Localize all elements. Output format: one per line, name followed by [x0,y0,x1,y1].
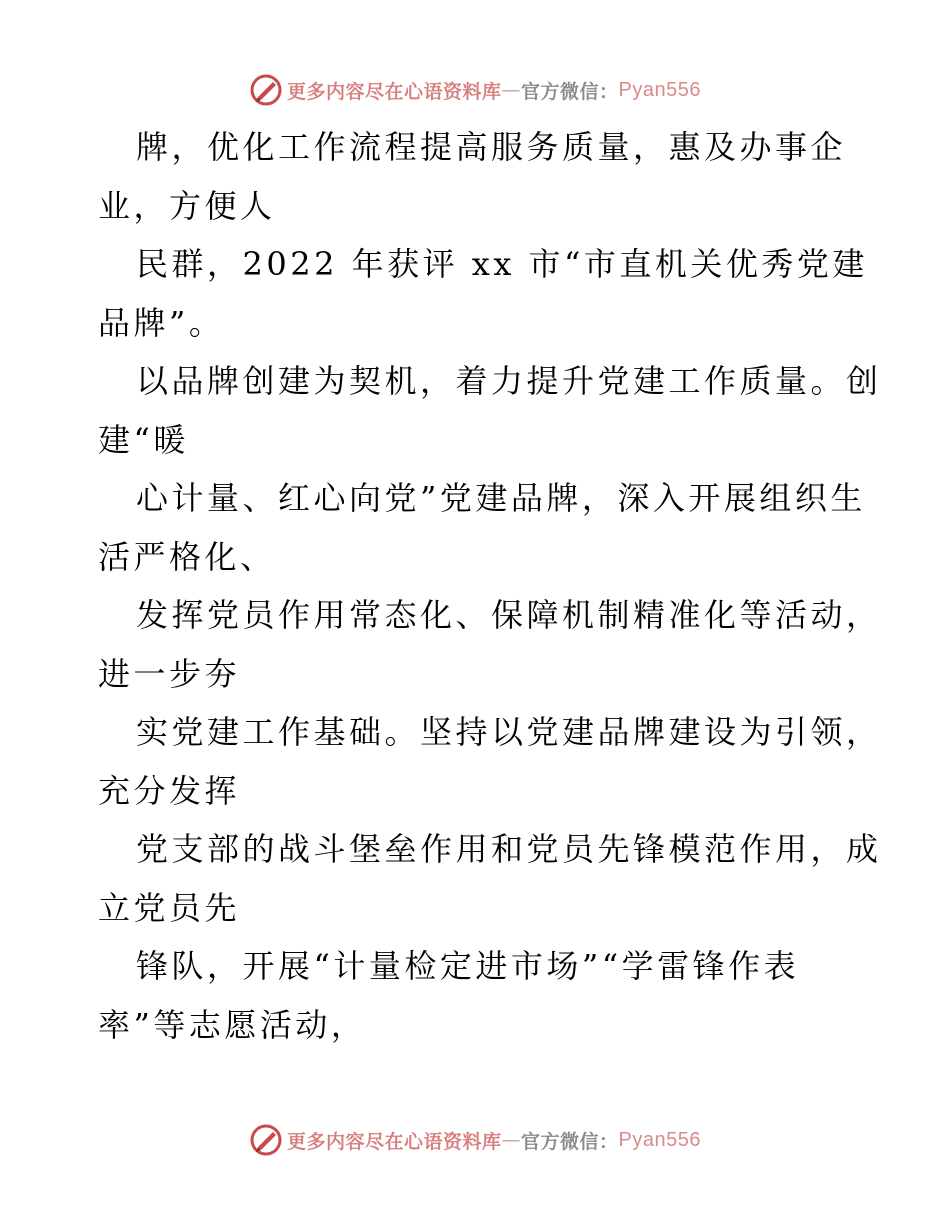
banner-text: 更多内容尽在心语资料库 [287,1130,502,1153]
banner-separator: — [501,79,522,101]
text-line: 充分发挥 [98,771,241,810]
banner-wechat-id: Pyan556 [618,78,701,101]
banner-wechat-id: Pyan556 [618,1128,701,1151]
banner-wechat-label: 官方微信： [521,80,619,103]
text-line: 以品牌创建为契机，着力提升党建工作质量。创 [136,362,882,400]
text-line: 锋队，开展“计量检定进市场”“学雷锋作表 [136,947,800,985]
text-line: 实党建工作基础。坚持以党建品牌建设为引领， [136,713,882,751]
text-line: 建“暖 [98,420,189,459]
banner-separator: — [501,1129,522,1151]
header-watermark-banner [0,70,950,110]
banner-wechat-label: 官方微信： [521,1130,619,1153]
text-line: 品牌”。 [98,303,225,342]
pen-logo-icon [249,73,283,107]
text-line: 进一步夯 [98,654,241,693]
pen-logo-icon [249,1123,283,1157]
text-line: 党支部的战斗堡垒作用和党员先锋模范作用，成 [136,830,882,868]
footer-watermark-banner [0,1120,950,1160]
banner-text: 更多内容尽在心语资料库 [287,80,502,103]
text-line: 发挥党员作用常态化、保障机制精准化等活动， [136,596,882,634]
body-text [98,118,882,1054]
text-line: 立党员先 [98,888,241,927]
text-line: 率”等志愿活动， [98,1005,367,1044]
text-line: 心计量、红心向党”党建品牌，深入开展组织生 [136,479,866,517]
text-line: 业，方便人 [98,186,276,225]
text-line: 活严格化、 [98,537,276,576]
text-line: 牌，优化工作流程提高服务质量，惠及办事企 [136,128,847,166]
text-line: 民群，2022 年获评 xx 市“市直机关优秀党建 [136,245,868,283]
